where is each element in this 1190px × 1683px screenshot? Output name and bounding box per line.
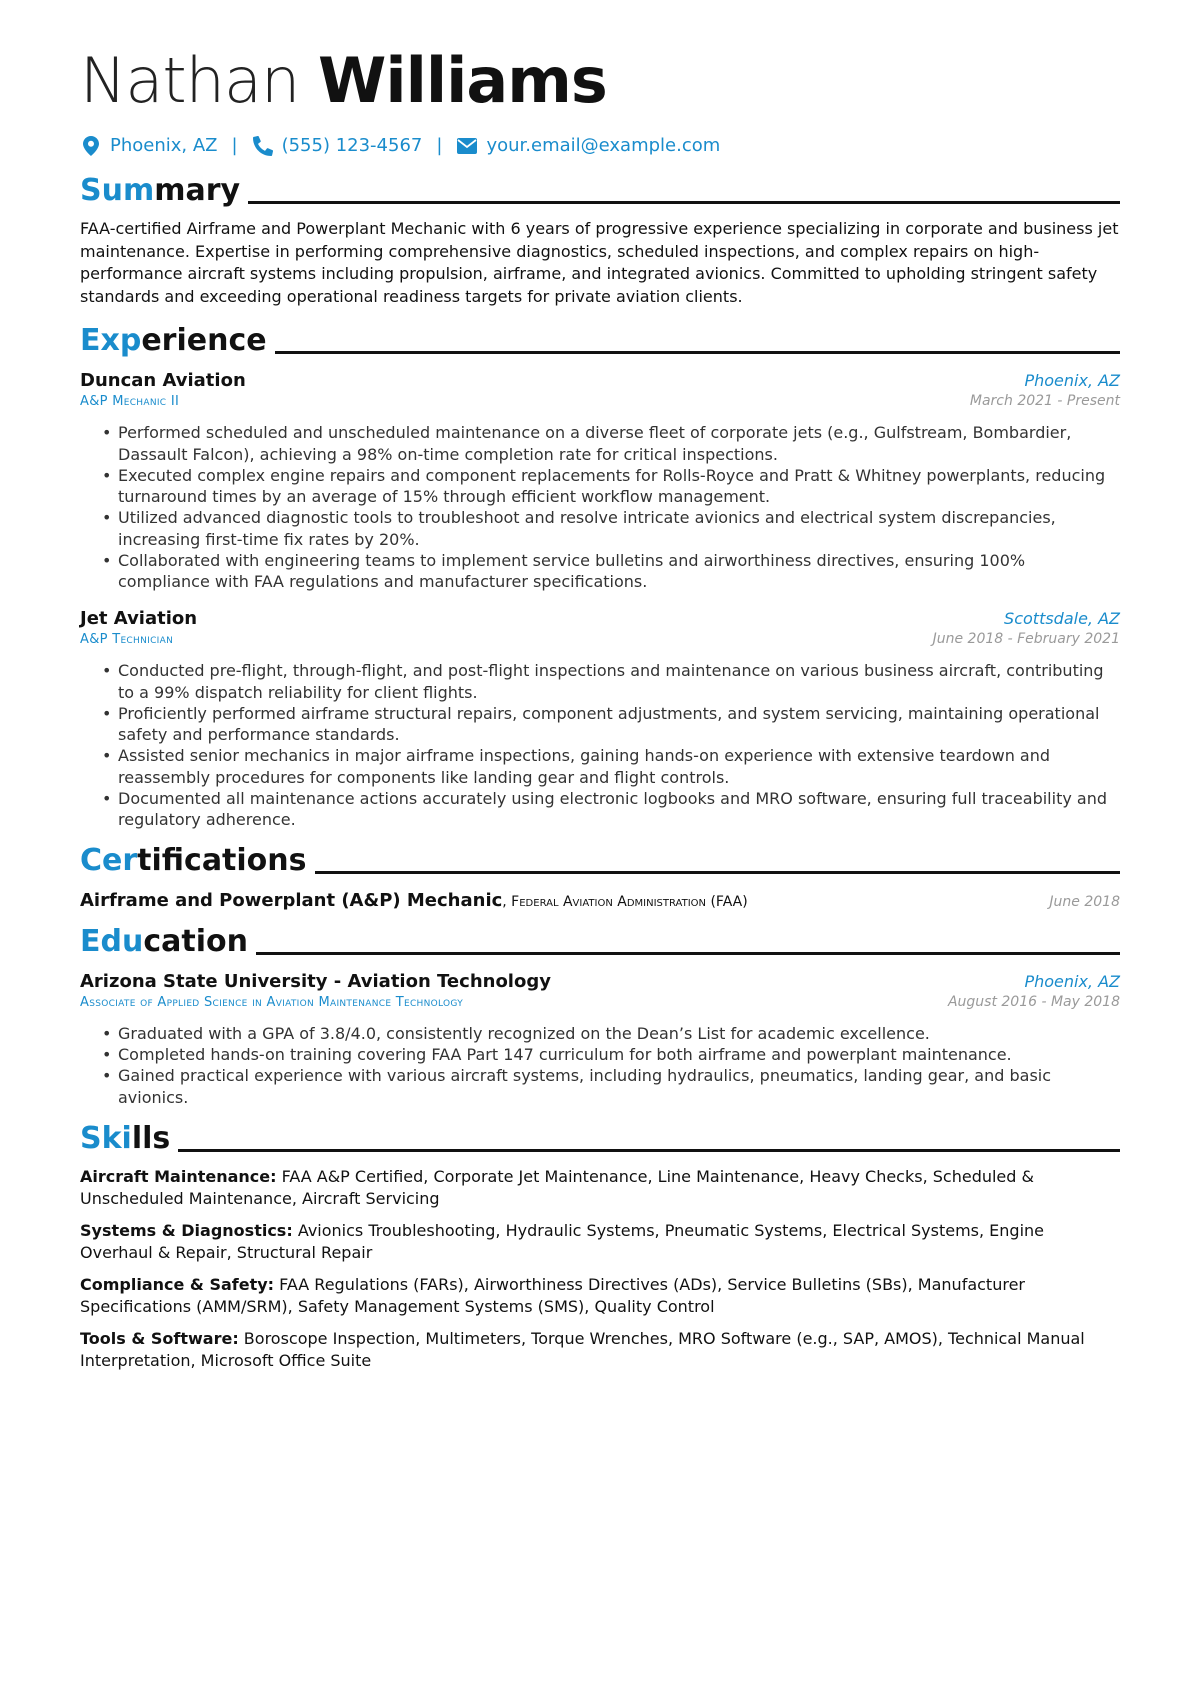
skill-group (80, 1274, 1120, 1319)
certification-issuer: , Federal Aviation Administration (FAA) (502, 894, 748, 910)
certifications-heading: Cer tifications (80, 842, 1120, 880)
list-item: • Utilized advanced diagnostic tools to troubleshoot and resolve intricate avionics and electrical system discrepancies, increasing first-time fix rates by 20%. (118, 507, 1120, 550)
job-entry (80, 370, 1120, 593)
certification-name: Airframe and Powerplant (A&P) Mechanic (80, 890, 503, 911)
list-item: • Completed hands-on training covering FAA Part 147 curriculum for both airframe and powerplant maintenance. (118, 1044, 1120, 1066)
job-bullets (80, 660, 1120, 831)
education-dates: August 2016 - May 2018 (947, 994, 1120, 1010)
company-name: Jet Aviation (80, 608, 198, 629)
skill-group (80, 1166, 1120, 1211)
skill-label: Aircraft Maintenance: (80, 1166, 277, 1186)
skill-label: Tools & Software: (80, 1328, 239, 1348)
phone-text: (555) 123-4567 (281, 135, 423, 156)
skill-value: FAA A&P Certified, Corporate Jet Maintenance, Line Maintenance, Heavy Checks, Scheduled & Unscheduled Maintenance, Aircraft Servicing (80, 1166, 1034, 1208)
school-location: Phoenix, AZ (1024, 972, 1120, 991)
education-heading: Edu cation (80, 923, 1120, 961)
phone-icon (252, 135, 274, 157)
education-entry (80, 971, 1120, 1108)
skill-group (80, 1220, 1120, 1265)
school-name: Arizona State University - Aviation Technology (80, 971, 551, 992)
list-item: • Performed scheduled and unscheduled maintenance on a diverse fleet of corporate jets (e.g., Gulfstream, Bombardier, Dassault Falcon), achieving a 98% on-time completion rate for critical inspections. (118, 422, 1120, 465)
job-bullets (80, 422, 1120, 593)
education-bullets (80, 1023, 1120, 1108)
job-dates: March 2021 - Present (969, 393, 1120, 409)
list-item: • Proficiently performed airframe structural repairs, component adjustments, and system servicing, maintaining operational safety and performance standards. (118, 703, 1120, 746)
skill-group (80, 1328, 1120, 1373)
list-item: • Executed complex engine repairs and component replacements for Rolls-Royce and Pratt & Whitney powerplants, reducing turnaround times by an average of 15% through efficient workflow management. (118, 465, 1120, 508)
first-name: Nathan (80, 44, 300, 117)
experience-heading: Exp erience (80, 322, 1120, 360)
resume-page (80, 0, 1120, 1373)
section-rule (315, 871, 1120, 874)
list-item: • Conducted pre-flight, through-flight, and post-flight inspections and maintenance on various business aircraft, contributing to a 99% dispatch reliability for client flights. (118, 660, 1120, 703)
job-location: Phoenix, AZ (1024, 371, 1120, 390)
skill-label: Compliance & Safety: (80, 1274, 275, 1294)
skills-list (80, 1166, 1120, 1373)
last-name: Williams (317, 44, 607, 117)
summary-text: FAA-certified Airframe and Powerplant Mechanic with 6 years of progressive experience specializing in corporate and business jet maintenance. Expertise in performing comprehensive diagnostics, scheduled inspections, and complex repairs on high-performance aircraft systems including propulsion, airframe, and integrated avionics. Committed to upholding stringent safety standards and exceeding operational readiness targets for private aviation clients. (80, 219, 1119, 306)
skill-value: FAA Regulations (FARs), Airworthiness Directives (ADs), Service Bulletins (SBs), Manufacturer Specifications (AMM/SRM), Safety Management Systems (SMS), Quality Control (80, 1274, 1025, 1316)
contact-separator: | (231, 135, 238, 156)
summary-heading: Sum mary (80, 172, 1120, 210)
map-pin-icon (80, 135, 102, 157)
contact-phone[interactable] (252, 132, 423, 160)
skills-heading: Ski lls (80, 1120, 1120, 1158)
list-item: • Documented all maintenance actions accurately using electronic logbooks and MRO software, ensuring full traceability and regulatory adherence. (118, 788, 1120, 831)
candidate-name (80, 46, 1120, 116)
section-rule (248, 201, 1120, 204)
certification-entry (80, 890, 1120, 911)
list-item: • Graduated with a GPA of 3.8/4.0, consistently recognized on the Dean’s List for academic excellence. (118, 1023, 1120, 1045)
contact-separator: | (436, 135, 443, 156)
contact-email[interactable] (456, 132, 720, 160)
certification-date: June 2018 (1049, 894, 1120, 910)
degree-title: Associate of Applied Science in Aviation Maintenance Technology (80, 995, 464, 1010)
job-title: A&P Mechanic II (80, 394, 180, 409)
envelope-icon (456, 135, 478, 157)
skill-value: Boroscope Inspection, Multimeters, Torque Wrenches, MRO Software (e.g., SAP, AMOS), Technical Manual Interpretation, Microsoft Office Suite (80, 1328, 1085, 1370)
job-title: A&P Technician (80, 632, 174, 647)
email-link[interactable]: your.email@example.com (486, 135, 721, 156)
job-location: Scottsdale, AZ (1004, 609, 1120, 628)
list-item: • Gained practical experience with various aircraft systems, including hydraulics, pneumatics, landing gear, and basic avionics. (118, 1065, 1120, 1108)
location-text: Phoenix, AZ (110, 135, 218, 156)
list-item: • Collaborated with engineering teams to implement service bulletins and airworthiness directives, ensuring 100% compliance with FAA regulations and manufacturer specifications. (118, 550, 1120, 593)
contact-line (80, 132, 1120, 160)
section-rule (178, 1149, 1120, 1152)
job-entry (80, 608, 1120, 831)
skill-label: Systems & Diagnostics: (80, 1220, 293, 1240)
job-dates: June 2018 - February 2021 (932, 631, 1120, 647)
section-rule (275, 351, 1120, 354)
section-rule (256, 952, 1120, 955)
contact-location (80, 132, 218, 160)
skill-value: Avionics Troubleshooting, Hydraulic Systems, Pneumatic Systems, Electrical Systems, Engine Overhaul & Repair, Structural Repair (80, 1220, 1045, 1262)
company-name: Duncan Aviation (80, 370, 246, 391)
list-item: • Assisted senior mechanics in major airframe inspections, gaining hands-on experience with extensive teardown and reassembly procedures for components like landing gear and flight controls. (118, 745, 1120, 788)
